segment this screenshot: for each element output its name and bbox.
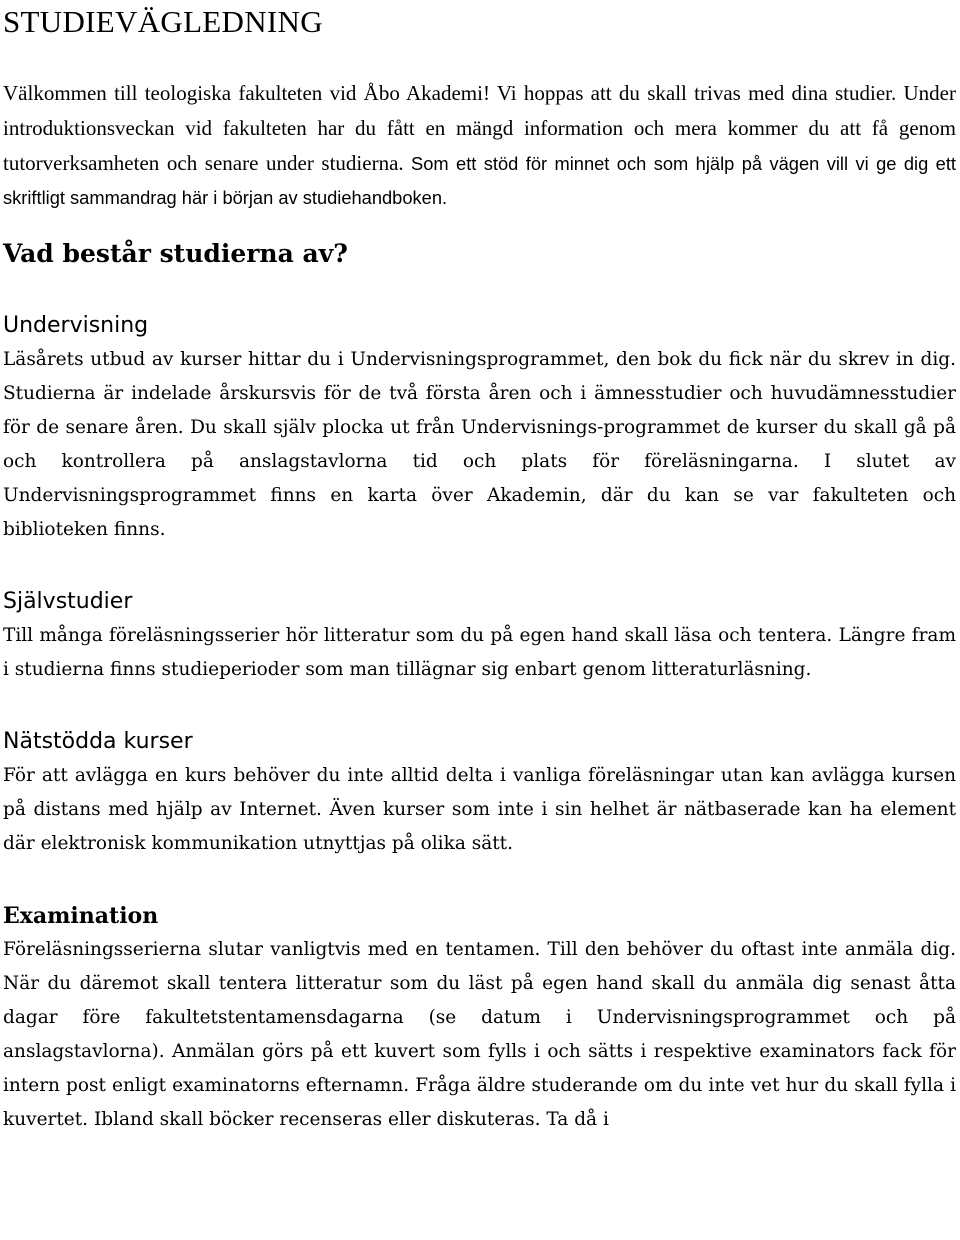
section-text: Till många föreläsningsserier hör litteratur som du på egen hand skall läsa och tentera. Längre fram i studierna finns studieperioder som man tillägnar sig enbart genom litteraturläsning. bbox=[3, 625, 956, 680]
section-heading: Självstudier bbox=[3, 589, 133, 614]
section-heading: Examination bbox=[3, 903, 159, 929]
section-heading: Undervisning bbox=[3, 313, 149, 338]
main-heading: Vad består studierna av? bbox=[3, 239, 348, 268]
intro-paragraph bbox=[3, 76, 956, 215]
section-text: Föreläsningsserierna slutar vanligtvis med en tentamen. Till den behöver du oftast inte anmäla dig. När du däremot skall tentera litteratur som du läst på egen hand skall du anmäla dig senast åtta dagar före fakultetstentamensdagarna (se datum i Undervisningsprogrammet och på anslagstavlorna). Anmälan görs på ett kuvert som fylls i och sätts i respektive examinators fack för intern post enligt examinatorns efternamn. Fråga äldre studerande om du inte vet hur du skall fylla i kuvertet. Ibland skall böcker recenseras eller diskuteras. Ta då i bbox=[3, 939, 956, 1130]
intro-text-serif: Välkommen till teologiska fakulteten vid Åbo Akademi! Vi hoppas att du skall trivas med dina studier. Under introduktionsveckan vid fakulteten har du fått en mängd information och mera kommer du att få genom tutorverksamheten och senare under studierna. bbox=[3, 81, 956, 175]
document-page bbox=[0, 4, 960, 1240]
document-title: STUDIEVÄGLEDNING bbox=[3, 4, 323, 39]
section-heading: Nätstödda kurser bbox=[3, 729, 193, 754]
section-sjalvstudier bbox=[3, 585, 956, 687]
section-natstodda-kurser bbox=[3, 725, 956, 861]
section-text: Läsårets utbud av kurser hittar du i Undervisningsprogrammet, den bok du fick när du skrev in dig. Studierna är indelade årskursvis för de två första åren och i ämnesstudier och huvudämnesstudier för de senare åren. Du skall själv plocka ut från Undervisnings-programmet de kurser du skall gå på och kontrollera på anslagstavlorna tid och plats för föreläsningarna. I slutet av Undervisningsprogrammet finns en karta över Akademin, där du kan se var fakulteten och biblioteken finns. bbox=[3, 349, 956, 540]
intro-text-sans: Som ett stöd för minnet och som hjälp på vägen vill vi ge dig ett skriftligt sammandrag här i början av studiehandboken. bbox=[3, 153, 956, 208]
section-examination bbox=[3, 899, 956, 1137]
section-text: För att avlägga en kurs behöver du inte alltid delta i vanliga föreläsningar utan kan avlägga kursen på distans med hjälp av Internet. Även kurser som inte i sin helhet är nätbaserade kan ha element där elektronisk kommunikation utnyttjas på olika sätt. bbox=[3, 765, 956, 854]
section-undervisning bbox=[3, 309, 956, 547]
